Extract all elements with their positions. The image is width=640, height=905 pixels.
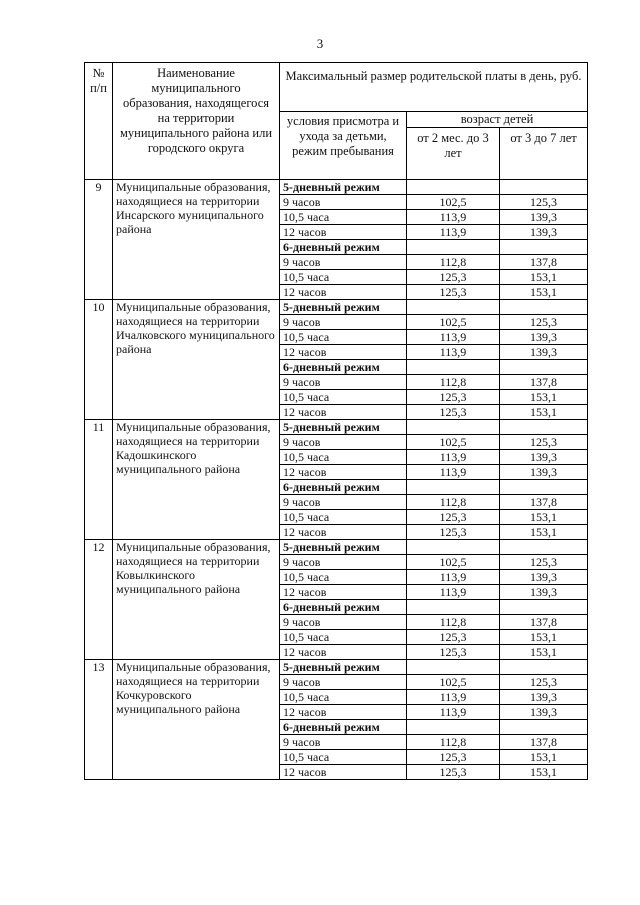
mode-title: 5-дневный режим — [280, 300, 407, 315]
empty-cell — [500, 180, 588, 195]
empty-cell — [500, 480, 588, 495]
fee-under-3: 112,8 — [407, 495, 500, 510]
mode-title: 6-дневный режим — [280, 720, 407, 735]
empty-cell — [407, 360, 500, 375]
table-body — [85, 180, 588, 780]
empty-cell — [500, 360, 588, 375]
fee-3-to-7: 137,8 — [500, 735, 588, 750]
mode-title: 5-дневный режим — [280, 660, 407, 675]
stay-duration: 9 часов — [280, 255, 407, 270]
fee-3-to-7: 153,1 — [500, 390, 588, 405]
stay-duration: 9 часов — [280, 735, 407, 750]
fee-under-3: 125,3 — [407, 765, 500, 780]
fee-under-3: 125,3 — [407, 390, 500, 405]
stay-duration: 10,5 часа — [280, 750, 407, 765]
stay-duration: 12 часов — [280, 525, 407, 540]
fee-under-3: 113,9 — [407, 570, 500, 585]
fee-under-3: 112,8 — [407, 255, 500, 270]
fee-under-3: 125,3 — [407, 510, 500, 525]
stay-duration: 10,5 часа — [280, 450, 407, 465]
municipality-name: Муниципальные образования, находящиеся на территории Кадошкинского муниципального района — [113, 420, 280, 540]
header-max-fee: Максимальный размер родительской платы в день, руб. — [280, 63, 588, 112]
fee-under-3: 113,9 — [407, 705, 500, 720]
mode-title: 5-дневный режим — [280, 420, 407, 435]
fee-3-to-7: 139,3 — [500, 465, 588, 480]
stay-duration: 10,5 часа — [280, 210, 407, 225]
header-age: возраст детей — [407, 112, 588, 128]
fee-3-to-7: 139,3 — [500, 330, 588, 345]
fee-3-to-7: 139,3 — [500, 690, 588, 705]
fee-3-to-7: 137,8 — [500, 375, 588, 390]
fee-3-to-7: 125,3 — [500, 675, 588, 690]
fee-under-3: 102,5 — [407, 435, 500, 450]
fee-3-to-7: 139,3 — [500, 705, 588, 720]
fee-3-to-7: 153,1 — [500, 630, 588, 645]
empty-cell — [407, 660, 500, 675]
fee-under-3: 113,9 — [407, 225, 500, 240]
fee-under-3: 112,8 — [407, 615, 500, 630]
mode-title: 6-дневный режим — [280, 240, 407, 255]
stay-duration: 10,5 часа — [280, 570, 407, 585]
municipality-name: Муниципальные образования, находящиеся на территории Инсарского муниципального района — [113, 180, 280, 300]
fee-under-3: 113,9 — [407, 585, 500, 600]
page-number: 3 — [316, 36, 324, 51]
mode-row — [85, 540, 588, 555]
empty-cell — [407, 420, 500, 435]
stay-duration: 9 часов — [280, 375, 407, 390]
table-header — [85, 63, 588, 180]
entry-number: 11 — [85, 420, 113, 540]
fee-3-to-7: 153,1 — [500, 510, 588, 525]
fee-3-to-7: 125,3 — [500, 555, 588, 570]
stay-duration: 10,5 часа — [280, 690, 407, 705]
fee-3-to-7: 139,3 — [500, 585, 588, 600]
fee-3-to-7: 139,3 — [500, 450, 588, 465]
fee-under-3: 102,5 — [407, 555, 500, 570]
mode-title: 6-дневный режим — [280, 360, 407, 375]
fee-3-to-7: 153,1 — [500, 270, 588, 285]
fee-under-3: 102,5 — [407, 675, 500, 690]
mode-row — [85, 660, 588, 675]
empty-cell — [407, 540, 500, 555]
fee-3-to-7: 125,3 — [500, 315, 588, 330]
stay-duration: 9 часов — [280, 315, 407, 330]
mode-title: 6-дневный режим — [280, 600, 407, 615]
municipality-name: Муниципальные образования, находящиеся на территории Ичалковского муниципального района — [113, 300, 280, 420]
header-name: Наименование муниципального образования, находящегося на территории муниципального района или городского округа — [113, 63, 280, 180]
entry-number: 12 — [85, 540, 113, 660]
stay-duration: 9 часов — [280, 495, 407, 510]
stay-duration: 12 часов — [280, 705, 407, 720]
empty-cell — [407, 480, 500, 495]
fee-under-3: 113,9 — [407, 345, 500, 360]
fee-under-3: 113,9 — [407, 465, 500, 480]
fee-3-to-7: 153,1 — [500, 645, 588, 660]
empty-cell — [500, 420, 588, 435]
municipality-name: Муниципальные образования, находящиеся на территории Ковылкинского муниципального района — [113, 540, 280, 660]
fee-under-3: 102,5 — [407, 195, 500, 210]
entry-number: 10 — [85, 300, 113, 420]
empty-cell — [500, 300, 588, 315]
fee-under-3: 112,8 — [407, 375, 500, 390]
fee-under-3: 125,3 — [407, 525, 500, 540]
stay-duration: 10,5 часа — [280, 330, 407, 345]
empty-cell — [500, 600, 588, 615]
header-age-under-3: от 2 мес. до 3 лет — [407, 128, 500, 180]
empty-cell — [500, 720, 588, 735]
stay-duration: 12 часов — [280, 285, 407, 300]
fee-under-3: 102,5 — [407, 315, 500, 330]
stay-duration: 10,5 часа — [280, 270, 407, 285]
fee-3-to-7: 139,3 — [500, 225, 588, 240]
fee-3-to-7: 139,3 — [500, 210, 588, 225]
header-number: № п/п — [85, 63, 113, 180]
fee-table — [84, 62, 588, 780]
fee-under-3: 113,9 — [407, 330, 500, 345]
fee-under-3: 113,9 — [407, 450, 500, 465]
mode-row — [85, 300, 588, 315]
mode-title: 5-дневный режим — [280, 180, 407, 195]
fee-under-3: 113,9 — [407, 210, 500, 225]
empty-cell — [407, 180, 500, 195]
fee-under-3: 125,3 — [407, 270, 500, 285]
empty-cell — [407, 300, 500, 315]
fee-3-to-7: 137,8 — [500, 495, 588, 510]
mode-row — [85, 420, 588, 435]
fee-3-to-7: 153,1 — [500, 285, 588, 300]
stay-duration: 10,5 часа — [280, 390, 407, 405]
entry-number: 9 — [85, 180, 113, 300]
empty-cell — [500, 660, 588, 675]
fee-3-to-7: 125,3 — [500, 435, 588, 450]
header-age-3-to-7: от 3 до 7 лет — [500, 128, 588, 180]
fee-under-3: 125,3 — [407, 630, 500, 645]
mode-row — [85, 180, 588, 195]
fee-3-to-7: 153,1 — [500, 750, 588, 765]
empty-cell — [500, 540, 588, 555]
stay-duration: 9 часов — [280, 675, 407, 690]
fee-under-3: 112,8 — [407, 735, 500, 750]
stay-duration: 9 часов — [280, 555, 407, 570]
fee-3-to-7: 139,3 — [500, 570, 588, 585]
stay-duration: 12 часов — [280, 345, 407, 360]
fee-under-3: 113,9 — [407, 690, 500, 705]
empty-cell — [407, 600, 500, 615]
fee-3-to-7: 125,3 — [500, 195, 588, 210]
entry-number: 13 — [85, 660, 113, 780]
fee-3-to-7: 137,8 — [500, 615, 588, 630]
stay-duration: 12 часов — [280, 765, 407, 780]
fee-3-to-7: 153,1 — [500, 525, 588, 540]
mode-title: 6-дневный режим — [280, 480, 407, 495]
stay-duration: 12 часов — [280, 585, 407, 600]
stay-duration: 12 часов — [280, 645, 407, 660]
fee-3-to-7: 137,8 — [500, 255, 588, 270]
municipality-name: Муниципальные образования, находящиеся на территории Кочкуровского муниципального района — [113, 660, 280, 780]
stay-duration: 9 часов — [280, 195, 407, 210]
stay-duration: 12 часов — [280, 465, 407, 480]
header-conditions: условия присмотра и ухода за детьми, режим пребывания — [280, 112, 407, 180]
empty-cell — [500, 240, 588, 255]
fee-3-to-7: 139,3 — [500, 345, 588, 360]
fee-3-to-7: 153,1 — [500, 405, 588, 420]
fee-3-to-7: 153,1 — [500, 765, 588, 780]
fee-under-3: 125,3 — [407, 750, 500, 765]
stay-duration: 9 часов — [280, 435, 407, 450]
fee-under-3: 125,3 — [407, 645, 500, 660]
empty-cell — [407, 240, 500, 255]
fee-under-3: 125,3 — [407, 285, 500, 300]
stay-duration: 12 часов — [280, 225, 407, 240]
stay-duration: 10,5 часа — [280, 630, 407, 645]
stay-duration: 12 часов — [280, 405, 407, 420]
fee-under-3: 125,3 — [407, 405, 500, 420]
empty-cell — [407, 720, 500, 735]
mode-title: 5-дневный режим — [280, 540, 407, 555]
stay-duration: 9 часов — [280, 615, 407, 630]
stay-duration: 10,5 часа — [280, 510, 407, 525]
